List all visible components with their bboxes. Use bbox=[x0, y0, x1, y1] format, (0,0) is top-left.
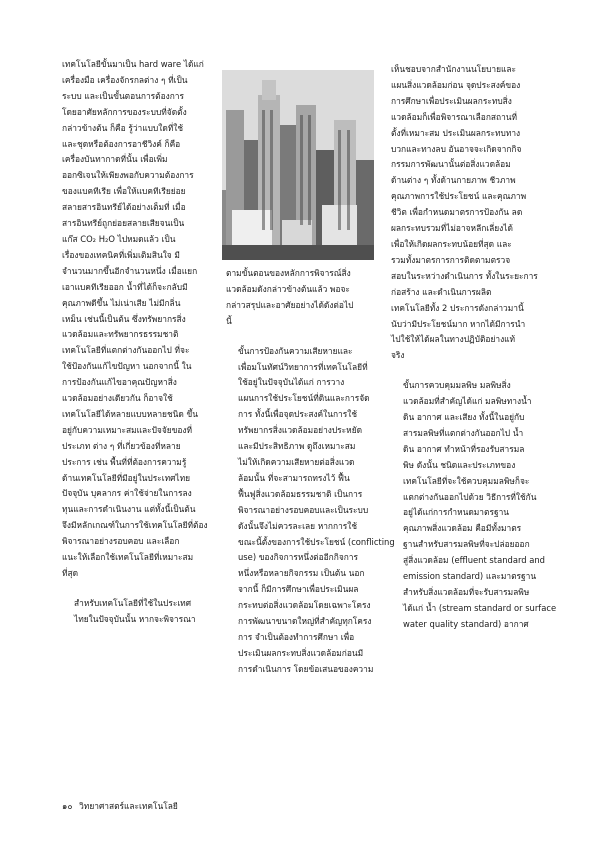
text-line: จึงมีหลักเกณฑ์ในการใช้เทคโนโลยีที่ต้อง bbox=[62, 520, 208, 531]
text-line: ขั้นการป้องกันความเสียหายและ bbox=[238, 345, 353, 356]
left-paragraph-2 bbox=[62, 596, 212, 628]
text-line: เครื่องมือ เครื่องจักรกลต่าง ๆ ที่เป็น bbox=[62, 74, 188, 85]
middle-text-column bbox=[226, 266, 395, 678]
text-line: ที่สุด bbox=[62, 568, 79, 578]
text-line: ดิน อากาศ และเสียง ทั้งนี้ในอยู่กับ bbox=[403, 412, 525, 423]
text-line: emission standard) และมาตรฐาน bbox=[403, 571, 537, 582]
text-line: แนะให้เลือกใช้เทคโนโลยีที่เหมาะสม bbox=[62, 552, 194, 563]
text-line: สารมลพิษที่แตกต่างกันออกไป น้ำ bbox=[403, 427, 524, 438]
text-line: การดำเนินการ โดยข้อเสนอของความ bbox=[238, 663, 374, 674]
text-line: สู่สิ่งแวดล้อม (effluent standard and bbox=[403, 555, 545, 566]
text-line: ไปใช้ให้ได้ผลในทางปฏิบัติอย่างแท้ bbox=[391, 334, 516, 345]
journal-title: วิทยาศาสตร์และเทคโนโลยี bbox=[79, 801, 178, 811]
text-line: เพื่อให้เกิดผลกระทบน้อยที่สุด และ bbox=[391, 238, 512, 249]
text-line: ระบบ และเป็นขั้นตอนการต้องการ bbox=[62, 90, 184, 101]
text-line: ผลกระทบรวมที่ไม่อาจหลีกเลี่ยงได้ bbox=[391, 223, 513, 234]
text-line: ขั้นการควบคุมมลพิษ มลพิษสิ่ง bbox=[403, 380, 511, 391]
text-line: ฐานสำหรับสารมลพิษที่จะปล่อยออก bbox=[403, 539, 530, 550]
left-paragraph-1 bbox=[62, 57, 212, 582]
text-line: เครื่องบันทากาดที่นั้น เพื่อเพิ่ม bbox=[62, 154, 168, 165]
text-line: เทคโนโลยีทั้ง 2 ประการดังกล่าวมานี้ bbox=[391, 302, 524, 313]
text-line: เรื่องของเทคนิคที่เพิ่มเติมสินใจ มี bbox=[62, 249, 180, 260]
text-line: กรรมการพัฒนานั้นต่อสิ่งแวดล้อม bbox=[391, 159, 511, 170]
text-line: การ จำเป็นต้องทำการศึกษา เพื่อ bbox=[238, 631, 355, 642]
text-line: สอบในระหว่างดำเนินการ ทั้งในระยะการ bbox=[391, 270, 538, 281]
text-line: ชีวิต เพื่อกำหนดมาตรการป้องกัน ลด bbox=[391, 207, 523, 218]
text-line: ทุนและการดำเนินงาน แต่ทั้งนี้เป็นต้น bbox=[62, 504, 196, 515]
text-line: เทคโนโลยีที่แตกต่างกันออกไป ที่จะ bbox=[62, 345, 190, 356]
text-line: เพื่อมโนทัศน์วิทยาการที่เทคโนโลยีที่ bbox=[238, 361, 368, 372]
text-line: ประเภท ต่าง ๆ ที่เกี่ยวข้องที่หลาย bbox=[62, 440, 181, 451]
text-line: โดยอาศัยหลักการของระบบที่จัดตั้ง bbox=[62, 106, 187, 117]
middle-paragraph-1 bbox=[226, 266, 376, 330]
text-line: การศึกษาเพื่อประเมินผลกระทบสิ่ง bbox=[391, 95, 512, 106]
text-line: ด้านต่าง ๆ ทั้งด้านกายภาพ ชีวภาพ bbox=[391, 175, 516, 186]
right-paragraph-1 bbox=[391, 62, 543, 364]
text-line: สลายสารอินทรีย์ได้อย่างเต็มที่ เมื่อ bbox=[62, 202, 186, 213]
text-line: และชุดหรือต้องการอาชีวิงค์ ก็คือ bbox=[62, 138, 181, 149]
left-text-column bbox=[62, 57, 212, 628]
text-line: water quality standard) อากาศ bbox=[403, 618, 529, 629]
text-line: ปัจจุบัน บุคลากร ค่าใช้จ่ายในการลง bbox=[62, 488, 192, 499]
text-line: แก๊ส CO₂ H₂O ไปหมดแล้ว เป็น bbox=[62, 233, 176, 244]
text-line: ประการ เช่น พื้นที่ที่ต้องการความรู้ bbox=[62, 456, 187, 467]
text-line: พิษ ดังนั้น ชนิดและประเภทของ bbox=[403, 459, 516, 470]
text-line: อยู่กับความเหมาะสมและปัจจัยของที่ bbox=[62, 424, 193, 435]
text-line: แวดล้อมดังกล่าวข้างต้นแล้ว พอจะ bbox=[226, 283, 350, 294]
text-line: หนึ่งหรือหลายกิจกรรม เป็นต้น นอก bbox=[238, 568, 365, 579]
text-line: การป้องกันแก้ไขอาคุณปัญหาสิ่ง bbox=[62, 377, 177, 388]
text-line: สำหรับเทคโนโลยีที่ใช้ในประเทศ bbox=[74, 597, 192, 608]
text-line: จำนวนมากขึ้นอีกจำนวนหนึ่ง เมื่อแยก bbox=[62, 265, 198, 276]
text-line: ใช้ป้องกันแก้ไขปัญหา นอกจากนี้ ใน bbox=[62, 361, 192, 372]
text-line: ขณะนี้ตั้งของการใช้ประโยชน์ (conflicting bbox=[238, 536, 395, 547]
text-line: รวมทั้งมาตรการการติดตามตรวจ bbox=[391, 254, 511, 265]
text-line: ไทยในปัจจุบันนั้น หากจะพิจารณา bbox=[74, 613, 196, 624]
text-line: ไม่ให้เกิดความเสียหายต่อสิ่งแวด bbox=[238, 456, 355, 467]
text-line: อยู่ได้แก่การกำหนดมาตรฐาน bbox=[403, 507, 509, 518]
text-line: แวดล้อมก็เพื่อพิจารณาเลือกสถานที่ bbox=[391, 111, 518, 122]
text-line: การ ทั้งนี้เพื่อจุดประสงค์ในการใช้ bbox=[238, 409, 358, 420]
text-line: แตกต่างกันออกไปด้วย วิธีการที่ใช้กัน bbox=[403, 491, 537, 502]
text-line: ทรัพยากรสิ่งแวดล้อมอย่างประหยัด bbox=[238, 425, 363, 436]
text-line: และมีประสิทธิภาพ ดูถึงเหมาะสม bbox=[238, 441, 356, 452]
text-line: เอาแบคทีเรียออก น้ำที่ได้ก็จะกลับมี bbox=[62, 281, 188, 292]
text-line: ดังนั้นจึงไม่ควรละเลย หากการใช้ bbox=[238, 520, 358, 531]
text-line: เทคโนโลยีได้หลายแบบหลายชนิด ขึ้น bbox=[62, 408, 198, 419]
text-line: ล้อมนั้น ที่จะสามารถทรงไว้ ฟื้น bbox=[238, 472, 350, 483]
text-line: เทคโนโลยีขั้นมาเป็น hard ware ได้แก่ bbox=[62, 59, 204, 69]
text-line: นี้ bbox=[226, 315, 232, 326]
text-line: แวดล้อมอย่างเดียวกัน ก็อาจใช้ bbox=[62, 393, 173, 404]
text-line: คุณภาพดีขึ้น ไม่เน่าเสีย ไม่มีกลิ่น bbox=[62, 297, 181, 308]
text-line: ใช้อยู่ในปัจจุบันได้แก่ การวาง bbox=[238, 377, 345, 388]
text-line: จากนี้ ก็มีการศึกษาเพื่อประเมินผล bbox=[238, 584, 359, 595]
middle-paragraph-2 bbox=[226, 344, 395, 678]
text-line: use) ของกิจการหนึ่งต่ออีกกิจการ bbox=[238, 552, 359, 563]
right-text-column bbox=[391, 62, 557, 633]
text-line: ได้แก่ น้ำ (stream standard or surface bbox=[403, 602, 557, 613]
text-line: ตั้งที่เหมาะสม ประเมินผลกระทบทาง bbox=[391, 127, 521, 138]
text-line: จริง bbox=[391, 350, 405, 361]
text-line: ออกซิเจนให้เพียงพอกับความต้องการ bbox=[62, 170, 194, 181]
text-line: ประเมินผลกระทบสิ่งแวดล้อมก่อนมี bbox=[238, 647, 364, 658]
text-line: เห็นชอบจากสำนักงานนโยบายและ bbox=[391, 64, 517, 74]
page-number: ๑๐ bbox=[62, 801, 73, 811]
text-line: คุณภาพการใช้ประโยชน์ และคุณภาพ bbox=[391, 191, 527, 202]
text-line: สำหรับสิ่งแวดล้อมที่จะรับสารมลพิษ bbox=[403, 587, 530, 597]
text-line: กล่าวสรุปและอาศัยอย่างได้ดังต่อไป bbox=[226, 299, 354, 310]
text-line: พิจารณาอย่างรอบคอบ และเลือก bbox=[62, 536, 180, 547]
text-line: ฟื้นฟูสิ่งแวดล้อมธรรมชาติ เป็นการ bbox=[238, 488, 363, 499]
text-line: ด้านเทคโนโลยีที่มีอยู่ในประเทศไทย bbox=[62, 472, 191, 483]
text-line: เทคโนโลยีที่จะใช้ควบคุมมลพิษก็จะ bbox=[403, 475, 530, 486]
text-line: การพัฒนาขนาดใหญ่ที่สำคัญทุกโครง bbox=[238, 616, 372, 627]
text-line: กล่าวข้างต้น ก็คือ รู้ว่าแบบใดที่ใช้ bbox=[62, 122, 184, 133]
text-line: ของแบคทีเรีย เพื่อให้แบคทีเรียย่อย bbox=[62, 186, 186, 197]
text-line: บวกและทางลบ อันอาจจะเกิดจากกิจ bbox=[391, 143, 522, 154]
page-footer bbox=[62, 799, 178, 813]
text-line: ดิน อากาศ ทำหน้าที่รองรับสารมล bbox=[403, 443, 525, 454]
right-paragraph-2 bbox=[391, 378, 557, 633]
text-line: เหม็น เช่นนี้เป็นต้น ซึ่งทรัพยากรสิ่ง bbox=[62, 313, 186, 324]
text-line: กระทบต่อสิ่งแวดล้อมโดยเฉพาะโครง bbox=[238, 600, 371, 611]
text-line: ตามขั้นตอนของหลักการพิจารณ์สิ่ง bbox=[226, 268, 351, 278]
text-line: ก่อสร้าง และดำเนินการผลิต bbox=[391, 286, 492, 297]
text-line: แวดล้อมที่สำคัญได้แก่ มลพิษทางน้ำ bbox=[403, 396, 532, 407]
city-skyline-photo bbox=[222, 70, 374, 260]
text-line: พิจารณาอย่างรอบคอบและเป็นระบบ bbox=[238, 504, 369, 515]
text-line: แผนสิ่งแวดล้อมก่อน จุดประสงค์ของ bbox=[391, 79, 521, 90]
text-line: สารอินทรีย์ถูกย่อยสลายเสียจนเป็น bbox=[62, 218, 185, 229]
text-line: คุณภาพสิ่งแวดล้อม คือมีทั้งมาตร bbox=[403, 523, 522, 534]
text-line: แผนการใช้ประโยชน์ที่ดินและการจัด bbox=[238, 393, 370, 404]
text-line: นับว่ามีประโยชน์มาก หากได้มีการนำ bbox=[391, 318, 526, 329]
text-line: แวดล้อมและทรัพยากรธรรมชาติ bbox=[62, 329, 179, 340]
